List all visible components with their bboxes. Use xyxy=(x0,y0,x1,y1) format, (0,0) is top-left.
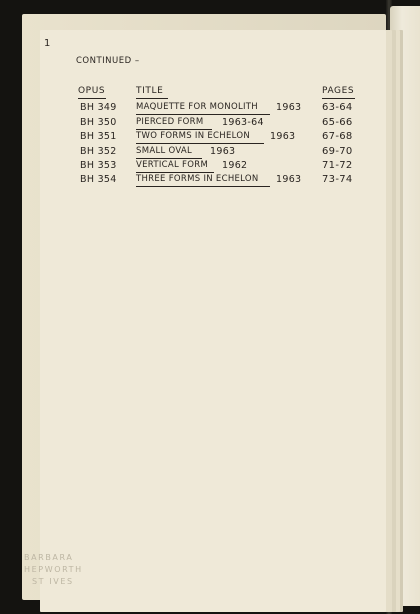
title-underline xyxy=(136,186,270,187)
opus-number: BH 352 xyxy=(80,146,117,157)
page-range: 71-72 xyxy=(322,160,353,171)
title-underline xyxy=(136,98,168,99)
title-underline xyxy=(136,114,270,115)
opus-underline xyxy=(78,98,106,99)
work-title: VERTICAL FORM xyxy=(136,160,209,170)
catalogue-row xyxy=(40,174,386,190)
page-range: 63-64 xyxy=(322,102,353,113)
facing-page-edge xyxy=(390,6,420,606)
work-year: 1963 xyxy=(276,174,302,185)
pages-underline xyxy=(322,98,355,99)
stamp-line: HEPWORTH xyxy=(24,565,83,574)
stamp-line: ST IVES xyxy=(32,577,74,586)
work-year: 1963 xyxy=(210,146,236,157)
stamp-line: BARBARA xyxy=(24,553,74,562)
title-underline xyxy=(136,158,202,159)
work-year: 1963 xyxy=(276,102,302,113)
title-underline xyxy=(136,143,264,144)
page-stack xyxy=(22,14,386,600)
column-header-title: TITLE xyxy=(136,86,164,96)
opus-number: BH 354 xyxy=(80,174,117,185)
work-title: TWO FORMS IN ECHELON xyxy=(136,131,251,141)
catalogue-page xyxy=(40,30,386,612)
work-year: 1962 xyxy=(222,160,248,171)
work-title: PIERCED FORM xyxy=(136,117,204,127)
page-range: 73-74 xyxy=(322,174,353,185)
work-title: THREE FORMS IN ECHELON xyxy=(136,174,259,184)
opus-number: BH 350 xyxy=(80,117,117,128)
title-underline xyxy=(136,172,214,173)
column-header-opus: OPUS xyxy=(78,86,106,96)
opus-number: BH 353 xyxy=(80,160,117,171)
opus-number: BH 349 xyxy=(80,102,117,113)
title-underline xyxy=(136,129,212,130)
continued-heading: CONTINUED – xyxy=(76,56,140,66)
catalogue-row xyxy=(40,131,386,147)
work-year: 1963-64 xyxy=(222,117,264,128)
work-title: MAQUETTE FOR MONOLITH xyxy=(136,102,258,112)
page-number: 1 xyxy=(44,38,51,49)
work-year: 1963 xyxy=(270,131,296,142)
catalogue-row xyxy=(40,102,386,118)
blind-stamp xyxy=(24,552,83,588)
work-title: SMALL OVAL xyxy=(136,146,193,156)
opus-number: BH 351 xyxy=(80,131,117,142)
page-range: 69-70 xyxy=(322,146,353,157)
column-header-pages: PAGES xyxy=(322,86,355,96)
page-range: 65-66 xyxy=(322,117,353,128)
page-range: 67-68 xyxy=(322,131,353,142)
